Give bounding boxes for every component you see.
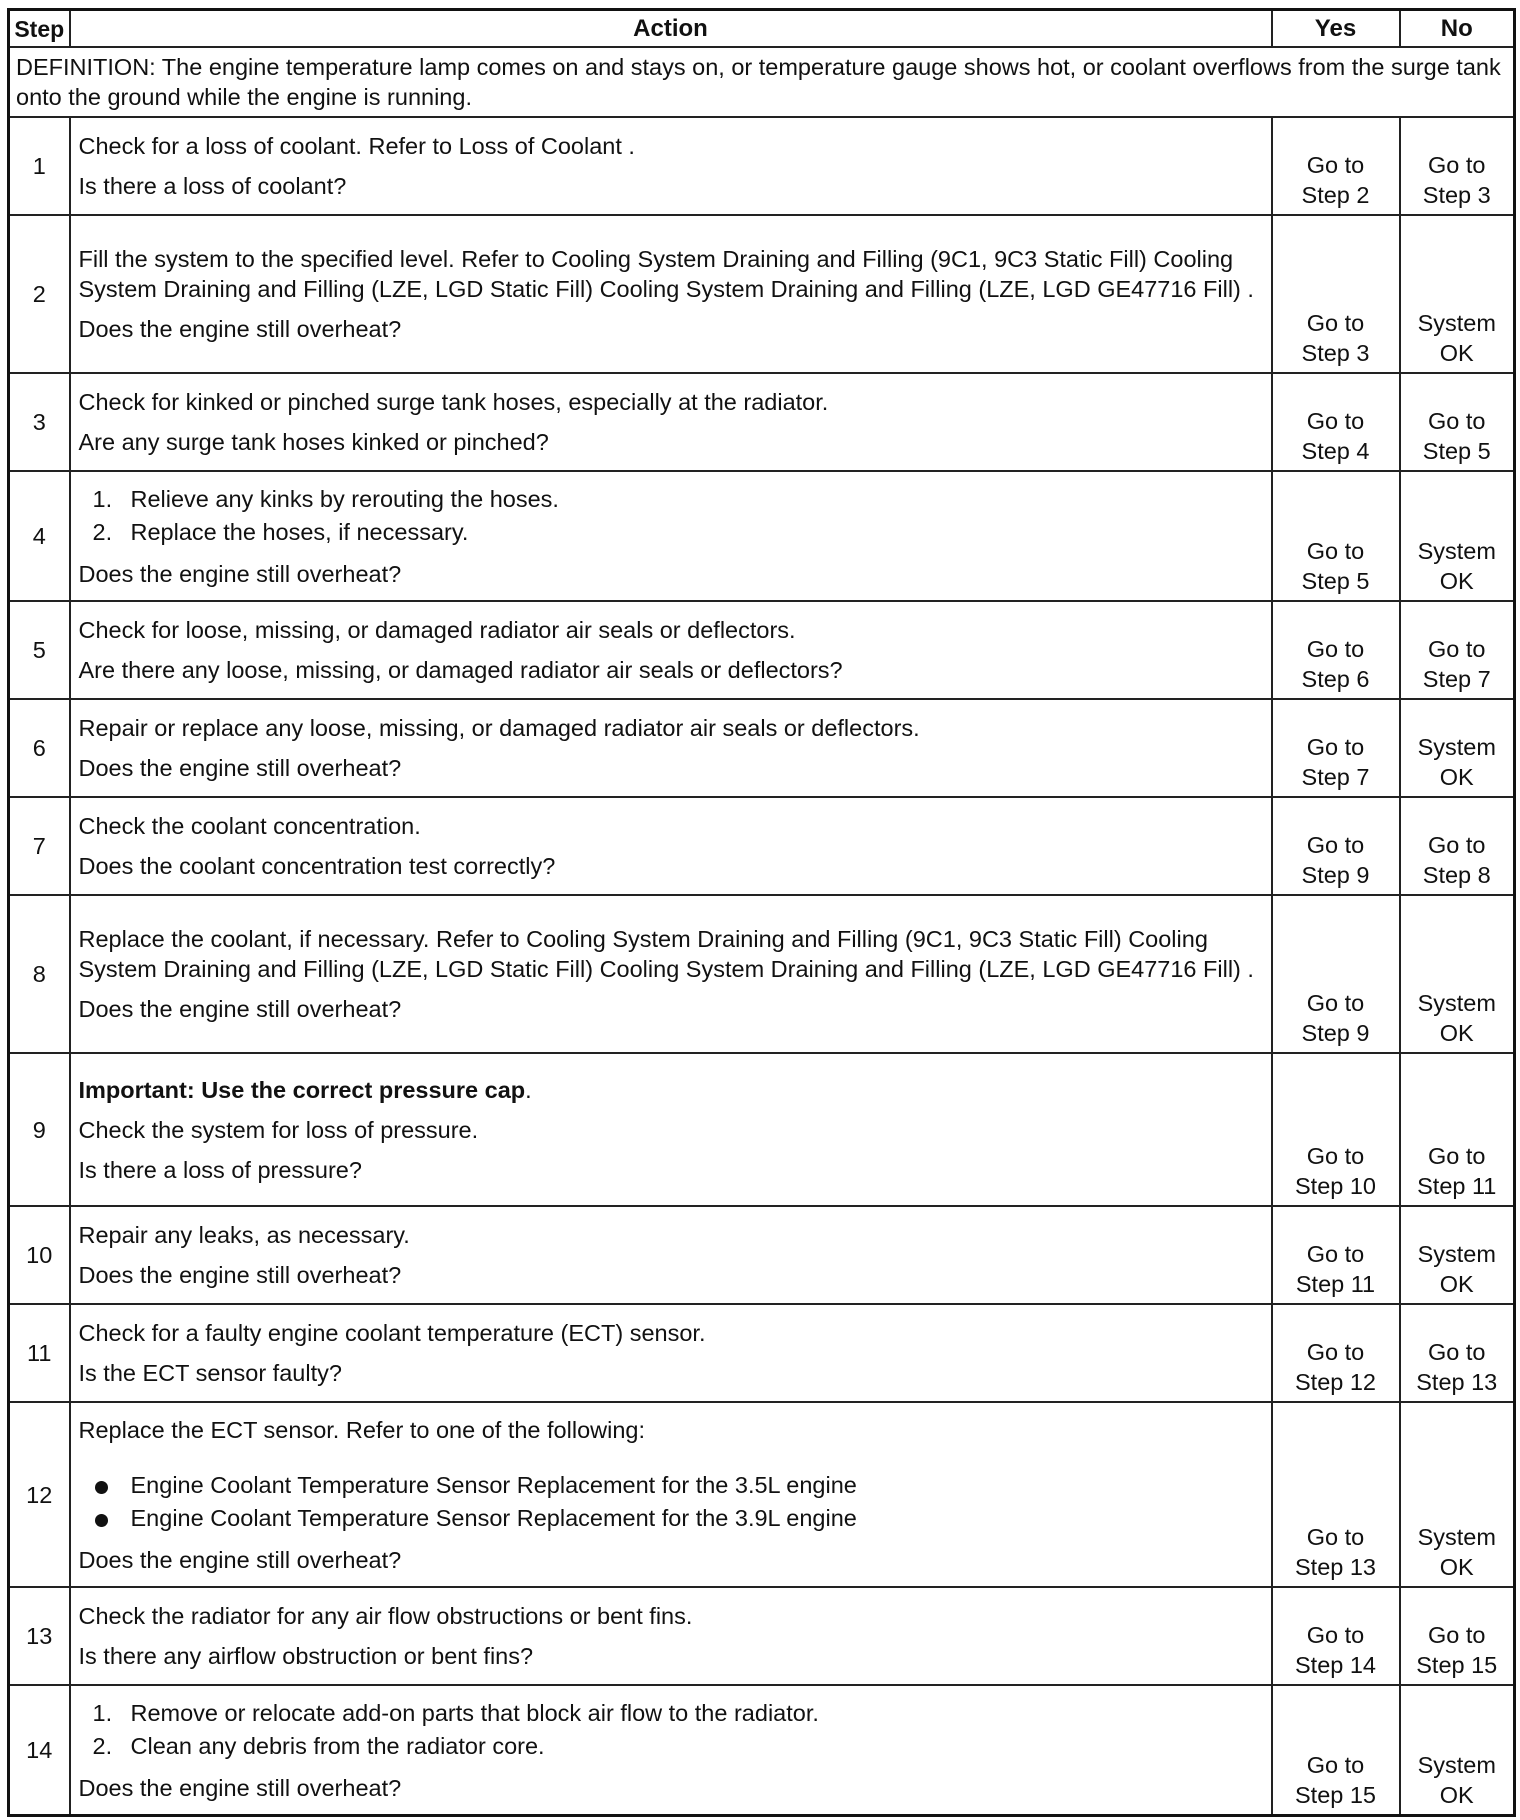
no-cell bbox=[1400, 1053, 1515, 1206]
action-cell bbox=[70, 797, 1272, 895]
yes-line-1: Go to bbox=[1306, 1339, 1365, 1365]
table-row bbox=[9, 895, 1515, 1053]
no-cell bbox=[1400, 373, 1515, 471]
yes-line-2: Step 3 bbox=[1301, 340, 1370, 366]
yes-line-2: Step 4 bbox=[1301, 438, 1370, 464]
action-question: Does the engine still overheat? bbox=[78, 316, 402, 342]
yes-line-2: Step 9 bbox=[1301, 862, 1370, 888]
yes-line-2: Step 13 bbox=[1294, 1554, 1376, 1580]
no-line-2: OK bbox=[1439, 1781, 1474, 1808]
action-cell bbox=[70, 699, 1272, 797]
action-question: Does the engine still overheat? bbox=[78, 1546, 402, 1573]
yes-cell bbox=[1272, 601, 1400, 699]
action-question: Does the engine still overheat? bbox=[78, 1774, 402, 1801]
step-number: 14 bbox=[9, 1685, 70, 1815]
header-action: Action bbox=[70, 10, 1272, 48]
yes-line-2: Step 14 bbox=[1294, 1652, 1376, 1678]
yes-cell bbox=[1272, 117, 1400, 215]
no-cell bbox=[1400, 471, 1515, 601]
bullet-text: Engine Coolant Temperature Sensor Replacement for the 3.5L engine bbox=[130, 1471, 857, 1498]
yes-line-1: Go to bbox=[1306, 1143, 1365, 1169]
list-item-text: Replace the hoses, if necessary. bbox=[130, 519, 469, 545]
no-line-2: Step 7 bbox=[1422, 666, 1491, 692]
yes-line-1: Go to bbox=[1306, 990, 1365, 1016]
table-row bbox=[9, 797, 1515, 895]
action-text: Check for loose, missing, or damaged radiator air seals or deflectors. bbox=[78, 617, 796, 643]
header-step: Step bbox=[9, 10, 70, 48]
list-item-text: Relieve any kinks by rerouting the hoses. bbox=[130, 486, 559, 512]
no-cell bbox=[1400, 1587, 1515, 1685]
no-line-2: OK bbox=[1439, 1020, 1474, 1046]
list-item-text: Clean any debris from the radiator core. bbox=[130, 1732, 545, 1759]
yes-line-1: Go to bbox=[1306, 734, 1365, 760]
no-line-1: Go to bbox=[1428, 1143, 1486, 1169]
yes-line-2: Step 9 bbox=[1301, 1020, 1370, 1046]
action-text: Check for kinked or pinched surge tank hoses, especially at the radiator. bbox=[78, 389, 829, 415]
no-line-2: OK bbox=[1439, 1271, 1474, 1297]
yes-cell bbox=[1272, 1587, 1400, 1685]
yes-cell bbox=[1272, 1402, 1400, 1587]
action-cell bbox=[70, 373, 1272, 471]
yes-line-1: Go to bbox=[1306, 310, 1365, 336]
definition-text: DEFINITION: The engine temperature lamp comes on and stays on, or temperature gauge shows hot, or coolant overflows from the surge tank onto the ground while the engine is running. bbox=[9, 47, 1515, 117]
no-line-2: Step 13 bbox=[1416, 1369, 1498, 1395]
yes-line-1: Go to bbox=[1306, 1622, 1365, 1648]
step-number: 8 bbox=[9, 895, 70, 1053]
yes-cell bbox=[1272, 1685, 1400, 1815]
no-cell bbox=[1400, 1685, 1515, 1815]
action-cell bbox=[70, 1304, 1272, 1402]
action-text: Repair or replace any loose, missing, or damaged radiator air seals or deflectors. bbox=[78, 715, 920, 741]
action-question: Are there any loose, missing, or damaged radiator air seals or deflectors? bbox=[78, 657, 843, 683]
step-number: 6 bbox=[9, 699, 70, 797]
step-number: 10 bbox=[9, 1206, 70, 1304]
header-yes: Yes bbox=[1272, 10, 1400, 48]
table-row bbox=[9, 1053, 1515, 1206]
yes-line-1: Go to bbox=[1306, 1751, 1365, 1778]
no-cell bbox=[1400, 895, 1515, 1053]
diagnostic-table-page bbox=[7, 8, 1513, 1817]
yes-line-2: Step 7 bbox=[1301, 764, 1370, 790]
yes-line-1: Go to bbox=[1306, 1241, 1365, 1267]
action-cell bbox=[70, 1206, 1272, 1304]
no-line-2: OK bbox=[1439, 764, 1474, 790]
step-number: 7 bbox=[9, 797, 70, 895]
yes-line-1: Go to bbox=[1306, 152, 1365, 178]
no-line-2: Step 3 bbox=[1422, 182, 1491, 208]
action-text: Replace the coolant, if necessary. Refer to Cooling System Draining and Filling (9C1, 9C3 Static Fill) Cooling System Draining and Filling (LZE, LGD Static Fill) Cooling System Draining and Filling (LZE, LGD GE47716 Fill) . bbox=[78, 926, 1254, 982]
no-line-1: Go to bbox=[1428, 636, 1486, 662]
yes-line-2: Step 6 bbox=[1301, 666, 1370, 692]
yes-line-1: Go to bbox=[1306, 636, 1365, 662]
action-cell bbox=[70, 1053, 1272, 1206]
no-line-1: System bbox=[1417, 310, 1496, 336]
action-question: Is there any airflow obstruction or bent fins? bbox=[78, 1643, 534, 1669]
bullet-icon bbox=[95, 1514, 108, 1527]
yes-line-1: Go to bbox=[1306, 832, 1365, 858]
list-item: 2. Replace the hoses, if necessary. bbox=[92, 519, 469, 545]
no-cell bbox=[1400, 1206, 1515, 1304]
bullet-item bbox=[79, 1502, 1263, 1535]
step-number: 9 bbox=[9, 1053, 70, 1206]
yes-line-1: Go to bbox=[1306, 408, 1365, 434]
action-cell bbox=[70, 1685, 1272, 1815]
no-line-2: Step 5 bbox=[1422, 438, 1491, 464]
no-line-2: OK bbox=[1439, 568, 1474, 594]
action-question: Does the engine still overheat? bbox=[78, 561, 402, 587]
bullet-item bbox=[79, 1469, 1263, 1502]
action-question: Is the ECT sensor faulty? bbox=[78, 1360, 342, 1386]
step-number: 11 bbox=[9, 1304, 70, 1402]
yes-cell bbox=[1272, 471, 1400, 601]
header-row bbox=[9, 10, 1515, 48]
yes-line-2: Step 5 bbox=[1301, 568, 1370, 594]
list-item: 2. Clean any debris from the radiator core. bbox=[92, 1732, 545, 1759]
action-text: Fill the system to the specified level. Refer to Cooling System Draining and Filling (9C1, 9C3 Static Fill) Cooling System Draining and Filling (LZE, LGD Static Fill) Cooling System Draining and Filling (LZE, LGD GE47716 Fill) . bbox=[78, 246, 1254, 302]
action-cell bbox=[70, 471, 1272, 601]
list-item: 1. Remove or relocate add-on parts that block air flow to the radiator. bbox=[92, 1699, 819, 1726]
yes-cell bbox=[1272, 1053, 1400, 1206]
yes-line-2: Step 2 bbox=[1301, 182, 1370, 208]
table-row bbox=[9, 1304, 1515, 1402]
table-row bbox=[9, 373, 1515, 471]
no-line-1: System bbox=[1417, 1751, 1496, 1778]
table-row bbox=[9, 1587, 1515, 1685]
yes-cell bbox=[1272, 1304, 1400, 1402]
yes-line-2: Step 11 bbox=[1295, 1271, 1376, 1297]
action-question: Is there a loss of pressure? bbox=[78, 1156, 362, 1183]
no-cell bbox=[1400, 1304, 1515, 1402]
no-line-1: Go to bbox=[1428, 1622, 1486, 1648]
yes-line-1: Go to bbox=[1306, 538, 1365, 564]
action-cell bbox=[70, 1587, 1272, 1685]
table-row bbox=[9, 601, 1515, 699]
action-question: Does the coolant concentration test correctly? bbox=[78, 853, 556, 879]
yes-line-2: Step 15 bbox=[1294, 1781, 1376, 1808]
important-end: . bbox=[525, 1076, 532, 1103]
no-line-1: System bbox=[1417, 1241, 1496, 1267]
list-item: 1. Relieve any kinks by rerouting the hoses. bbox=[92, 486, 559, 512]
no-cell bbox=[1400, 699, 1515, 797]
action-question: Is there a loss of coolant? bbox=[78, 173, 347, 199]
no-line-1: Go to bbox=[1428, 408, 1486, 434]
action-text: Check the coolant concentration. bbox=[78, 813, 421, 839]
step-number: 13 bbox=[9, 1587, 70, 1685]
bullet-icon bbox=[95, 1481, 108, 1494]
step-number: 1 bbox=[9, 117, 70, 215]
action-text: Check for a loss of coolant. Refer to Loss of Coolant . bbox=[78, 133, 635, 159]
bullet-text: Engine Coolant Temperature Sensor Replacement for the 3.9L engine bbox=[130, 1504, 857, 1531]
table-row bbox=[9, 215, 1515, 373]
yes-line-1: Go to bbox=[1306, 1524, 1365, 1550]
yes-cell bbox=[1272, 699, 1400, 797]
no-cell bbox=[1400, 601, 1515, 699]
no-line-1: System bbox=[1417, 1524, 1496, 1550]
action-cell bbox=[70, 601, 1272, 699]
action-question: Are any surge tank hoses kinked or pinched? bbox=[78, 429, 549, 455]
action-text: Check the system for loss of pressure. bbox=[78, 1116, 479, 1143]
table-row bbox=[9, 1402, 1515, 1587]
no-line-1: Go to bbox=[1428, 832, 1486, 858]
important-note bbox=[79, 1075, 1263, 1105]
yes-cell bbox=[1272, 895, 1400, 1053]
action-question: Does the engine still overheat? bbox=[78, 755, 402, 781]
action-cell bbox=[70, 117, 1272, 215]
no-line-1: System bbox=[1417, 734, 1496, 760]
no-line-1: System bbox=[1417, 990, 1496, 1016]
yes-cell bbox=[1272, 215, 1400, 373]
no-line-2: Step 8 bbox=[1422, 862, 1491, 888]
table-row bbox=[9, 471, 1515, 601]
table-row bbox=[9, 1206, 1515, 1304]
no-line-2: Step 11 bbox=[1417, 1173, 1497, 1199]
action-cell bbox=[70, 895, 1272, 1053]
no-line-2: OK bbox=[1439, 1554, 1474, 1580]
step-number: 4 bbox=[9, 471, 70, 601]
yes-line-2: Step 10 bbox=[1294, 1173, 1376, 1199]
action-question: Does the engine still overheat? bbox=[78, 1262, 402, 1288]
table-row bbox=[9, 1685, 1515, 1815]
no-line-1: Go to bbox=[1428, 152, 1486, 178]
action-question: Does the engine still overheat? bbox=[78, 996, 402, 1022]
table-row bbox=[9, 699, 1515, 797]
diagnostic-table bbox=[7, 8, 1516, 1817]
no-line-1: Go to bbox=[1428, 1339, 1486, 1365]
no-cell bbox=[1400, 117, 1515, 215]
action-cell bbox=[70, 215, 1272, 373]
no-line-1: System bbox=[1417, 538, 1496, 564]
yes-line-2: Step 12 bbox=[1294, 1369, 1376, 1395]
table-row bbox=[9, 117, 1515, 215]
step-number: 2 bbox=[9, 215, 70, 373]
action-text: Replace the ECT sensor. Refer to one of the following: bbox=[78, 1416, 646, 1443]
list-item-text: Remove or relocate add-on parts that block air flow to the radiator. bbox=[130, 1699, 819, 1726]
action-cell bbox=[70, 1402, 1272, 1587]
action-text: Check for a faulty engine coolant temperature (ECT) sensor. bbox=[78, 1320, 706, 1346]
no-cell bbox=[1400, 797, 1515, 895]
step-number: 3 bbox=[9, 373, 70, 471]
action-text: Repair any leaks, as necessary. bbox=[78, 1222, 410, 1248]
important-label: Important: Use the correct pressure cap bbox=[78, 1076, 526, 1103]
no-line-2: Step 15 bbox=[1416, 1652, 1498, 1678]
no-line-2: OK bbox=[1439, 340, 1474, 366]
no-cell bbox=[1400, 1402, 1515, 1587]
step-number: 12 bbox=[9, 1402, 70, 1587]
step-number: 5 bbox=[9, 601, 70, 699]
yes-cell bbox=[1272, 797, 1400, 895]
header-no: No bbox=[1400, 10, 1515, 48]
definition-row bbox=[9, 47, 1515, 117]
yes-cell bbox=[1272, 1206, 1400, 1304]
yes-cell bbox=[1272, 373, 1400, 471]
no-cell bbox=[1400, 215, 1515, 373]
action-text: Check the radiator for any air flow obstructions or bent fins. bbox=[78, 1603, 693, 1629]
